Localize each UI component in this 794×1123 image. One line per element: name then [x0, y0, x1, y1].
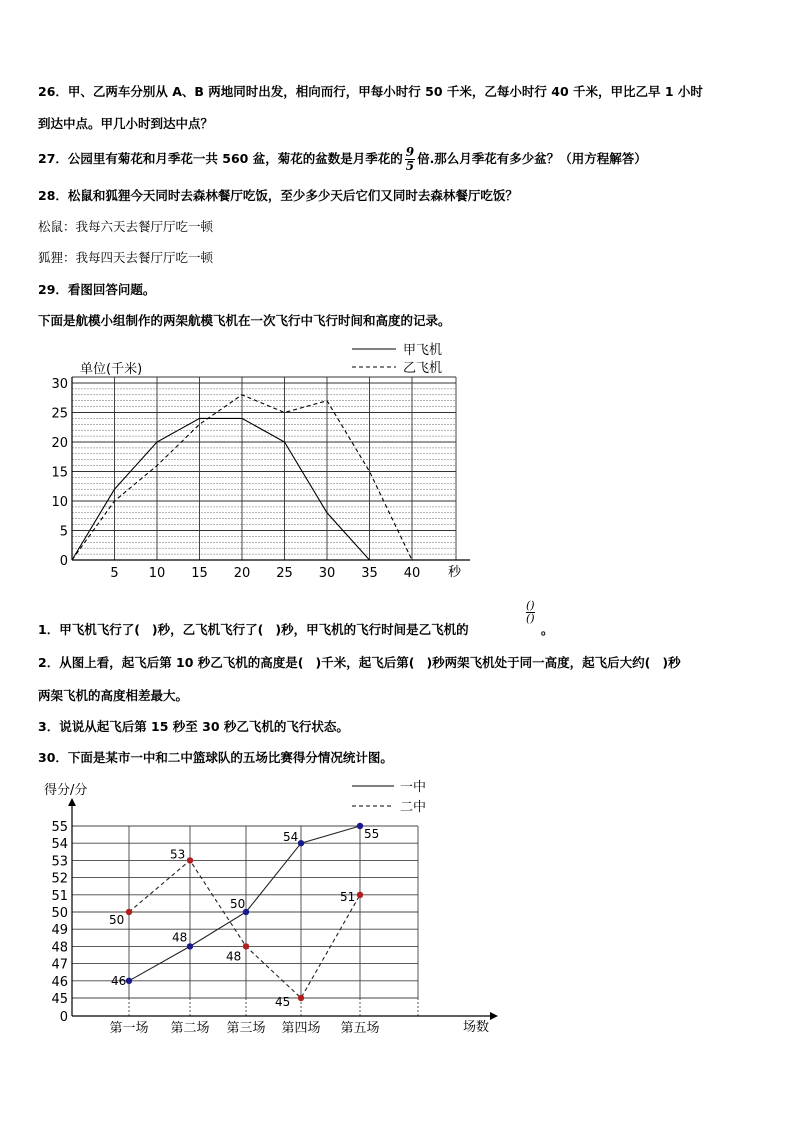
data-label: 53 [170, 847, 186, 862]
q27-frac-num: 9 [405, 145, 415, 159]
x-axis-label: 场数 [463, 1020, 490, 1035]
data-label: 48 [226, 949, 242, 964]
y-axis-label: 单位(千米) [80, 362, 143, 377]
data-label: 55 [364, 827, 380, 841]
data-label: 50 [230, 897, 246, 911]
data-point [298, 840, 304, 846]
chart2-legend [352, 779, 426, 815]
q28-fox: 狐狸：我每四天去餐厅厅吃一顿 [38, 250, 214, 265]
y-tick-label: 25 [51, 406, 68, 422]
q29-sub2-a: 2．从图上看，起飞后第 10 秒乙飞机的高度是( [38, 655, 304, 670]
q29-title: 29．看图回答问题。 [38, 282, 156, 297]
q27-frac-den: 5 [405, 159, 415, 173]
legend-label-jia: 甲飞机 [403, 343, 443, 358]
y-tick-label: 20 [51, 436, 68, 451]
y-tick-label: 52 [51, 871, 68, 887]
y-tick-label: 53 [51, 854, 68, 870]
data-point [357, 892, 363, 898]
chart2-ticks [51, 820, 379, 1036]
x-tick-label: 5 [110, 566, 119, 581]
data-point [243, 943, 249, 949]
legend-label-school1: 一中 [400, 780, 427, 795]
y-tick-label: 30 [51, 377, 68, 392]
q29-sub1-c: )秒，甲飞机的飞行时间是乙飞机的 [275, 622, 469, 637]
y-axis-arrow [68, 798, 76, 806]
data-point [298, 995, 304, 1001]
q28-squirrel: 松鼠：我每六天去餐厅厅吃一顿 [38, 219, 214, 234]
q30-title: 30．下面是某市一中和二中篮球队的五场比赛得分情况统计图。 [38, 750, 393, 765]
x-tick-label: 15 [191, 566, 208, 581]
y-tick-label: 55 [51, 820, 68, 835]
x-axis-arrow [490, 1012, 498, 1020]
q27-before: 27．公园里有菊花和月季花一共 560 盆，菊花的盆数是月季花的 [38, 151, 403, 166]
x-tick-label: 10 [148, 566, 166, 581]
x-category-label: 第三场 [226, 1021, 266, 1036]
q26-line2: 到达中点。甲几小时到达中点？ [38, 116, 214, 131]
q29-sub2-b: )千米，起飞后第( [315, 655, 415, 670]
y-tick-label: 47 [51, 957, 68, 973]
y-axis-label: 得分/分 [44, 783, 88, 798]
data-label: 51 [340, 889, 356, 904]
y-tick-label: 50 [51, 906, 68, 921]
q29-sub1-frac-num[interactable]: () [526, 599, 535, 612]
data-point [187, 943, 193, 949]
q29-sub2-d: )秒 [662, 655, 681, 670]
data-label: 45 [275, 995, 291, 1009]
data-label: 50 [109, 913, 125, 927]
data-label: 54 [283, 830, 299, 845]
x-tick-label: 40 [403, 566, 421, 581]
y-tick-label: 46 [51, 974, 68, 990]
legend-label-yi: 乙飞机 [403, 361, 443, 376]
q28-line1: 28．松鼠和狐狸今天同时去森林餐厅吃饭，至少多少天后它们又同时去森林餐厅吃饭？ [38, 188, 518, 203]
data-point [357, 823, 363, 829]
y-tick-label: 0 [59, 1010, 68, 1025]
data-point [126, 978, 132, 984]
data-point [187, 857, 193, 863]
x-tick-label: 30 [318, 566, 336, 581]
x-tick-label: 20 [233, 566, 251, 581]
y-tick-label: 54 [51, 837, 68, 853]
q29-intro: 下面是航模小组制作的两架航模飞机在一次飞行中飞行时间和高度的记录。 [38, 313, 451, 328]
y-tick-label: 0 [59, 554, 68, 569]
x-category-label: 第五场 [340, 1021, 380, 1036]
q29-sub1-a: 1．甲飞机飞行了( [38, 622, 140, 637]
x-axis-label: 秒 [448, 565, 462, 580]
x-tick-label: 25 [276, 566, 293, 581]
y-tick-label: 49 [51, 923, 68, 939]
y-tick-label: 48 [51, 940, 68, 956]
q29-sub1-end: 。 [541, 622, 554, 637]
x-category-label: 第二场 [170, 1021, 210, 1036]
q29-sub3: 3．说说从起飞后第 15 秒至 30 秒乙飞机的飞行状态。 [38, 719, 349, 734]
x-category-label: 第四场 [281, 1021, 321, 1036]
q29-sub2-c: )秒两架飞机处于同一高度，起飞后大约( [426, 655, 651, 670]
x-category-label: 第一场 [109, 1021, 149, 1036]
data-label: 48 [172, 930, 188, 945]
q29-sub2-line2: 两架飞机的高度相差最大。 [38, 688, 189, 703]
data-label: 46 [111, 973, 127, 988]
q27-after: 倍.那么月季花有多少盆？（用方程解答） [417, 151, 647, 166]
chart2-axes [44, 783, 498, 1035]
x-tick-label: 35 [361, 566, 378, 581]
y-tick-label: 15 [51, 465, 68, 481]
y-tick-label: 45 [51, 992, 68, 1007]
q29-sub1-b: )秒，乙飞机飞行了( [151, 622, 264, 637]
y-tick-label: 10 [51, 495, 68, 510]
y-tick-label: 51 [51, 888, 68, 904]
q26-line1: 26．甲、乙两车分别从 A、B 两地同时出发，相向而行，甲每小时行 50 千米，乙每小时行 40 千米，甲比乙早 1 小时 [38, 84, 703, 99]
legend-label-school2: 二中 [400, 800, 427, 815]
data-point [126, 909, 132, 915]
q29-sub1-frac-den[interactable]: () [526, 612, 535, 625]
y-tick-label: 5 [59, 524, 68, 540]
